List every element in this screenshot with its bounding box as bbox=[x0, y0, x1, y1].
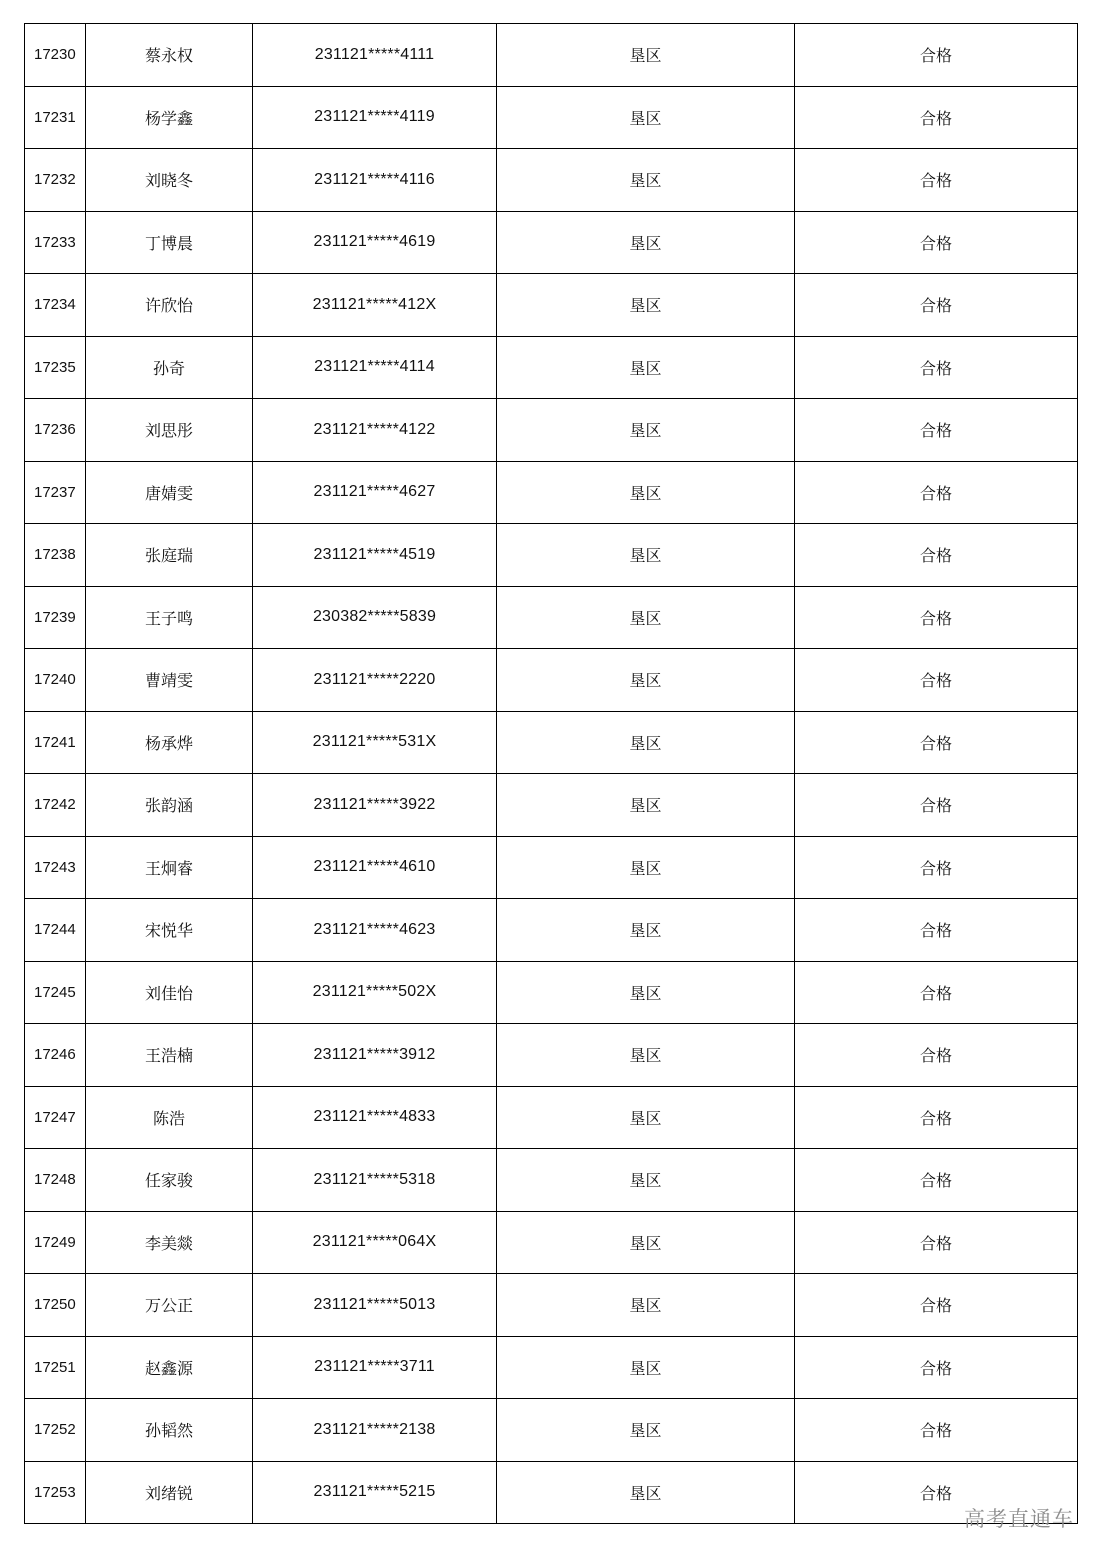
cell-area: 垦区 bbox=[497, 586, 795, 649]
table-row bbox=[25, 399, 1078, 462]
cell-number: 17231 bbox=[25, 86, 86, 149]
cell-number: 17248 bbox=[25, 1149, 86, 1212]
cell-result: 合格 bbox=[795, 86, 1078, 149]
cell-area: 垦区 bbox=[497, 1024, 795, 1087]
cell-name: 刘思彤 bbox=[86, 399, 253, 462]
cell-result: 合格 bbox=[795, 274, 1078, 337]
cell-result: 合格 bbox=[795, 586, 1078, 649]
table-row bbox=[25, 586, 1078, 649]
cell-id-number: 231121*****4116 bbox=[253, 149, 497, 212]
cell-id-number: 231121*****4111 bbox=[253, 24, 497, 87]
cell-area: 垦区 bbox=[497, 211, 795, 274]
cell-id-number: 231121*****4119 bbox=[253, 86, 497, 149]
cell-name: 万公正 bbox=[86, 1274, 253, 1337]
cell-number: 17251 bbox=[25, 1336, 86, 1399]
cell-result: 合格 bbox=[795, 1086, 1078, 1149]
cell-number: 17250 bbox=[25, 1274, 86, 1337]
cell-area: 垦区 bbox=[497, 1149, 795, 1212]
cell-number: 17242 bbox=[25, 774, 86, 837]
cell-area: 垦区 bbox=[497, 899, 795, 962]
cell-id-number: 231121*****4610 bbox=[253, 836, 497, 899]
cell-number: 17246 bbox=[25, 1024, 86, 1087]
cell-number: 17241 bbox=[25, 711, 86, 774]
cell-name: 孙奇 bbox=[86, 336, 253, 399]
cell-result: 合格 bbox=[795, 1461, 1078, 1524]
table-row bbox=[25, 24, 1078, 87]
cell-name: 李美燚 bbox=[86, 1211, 253, 1274]
cell-id-number: 231121*****4833 bbox=[253, 1086, 497, 1149]
cell-number: 17240 bbox=[25, 649, 86, 712]
cell-result: 合格 bbox=[795, 711, 1078, 774]
cell-result: 合格 bbox=[795, 461, 1078, 524]
results-table bbox=[24, 23, 1078, 1524]
cell-name: 杨学鑫 bbox=[86, 86, 253, 149]
cell-id-number: 231121*****4114 bbox=[253, 336, 497, 399]
table-row bbox=[25, 149, 1078, 212]
cell-id-number: 230382*****5839 bbox=[253, 586, 497, 649]
cell-result: 合格 bbox=[795, 899, 1078, 962]
table-row bbox=[25, 336, 1078, 399]
cell-area: 垦区 bbox=[497, 649, 795, 712]
cell-id-number: 231121*****2138 bbox=[253, 1399, 497, 1462]
cell-id-number: 231121*****3912 bbox=[253, 1024, 497, 1087]
cell-id-number: 231121*****5215 bbox=[253, 1461, 497, 1524]
cell-name: 任家骏 bbox=[86, 1149, 253, 1212]
cell-area: 垦区 bbox=[497, 1274, 795, 1337]
cell-name: 张韵涵 bbox=[86, 774, 253, 837]
cell-name: 丁博晨 bbox=[86, 211, 253, 274]
cell-number: 17232 bbox=[25, 149, 86, 212]
table-row bbox=[25, 1461, 1078, 1524]
cell-name: 孙韬然 bbox=[86, 1399, 253, 1462]
cell-name: 王子鸣 bbox=[86, 586, 253, 649]
table-row bbox=[25, 1024, 1078, 1087]
table-row bbox=[25, 711, 1078, 774]
table-row bbox=[25, 961, 1078, 1024]
cell-number: 17236 bbox=[25, 399, 86, 462]
table-row bbox=[25, 86, 1078, 149]
cell-area: 垦区 bbox=[497, 86, 795, 149]
cell-number: 17237 bbox=[25, 461, 86, 524]
cell-result: 合格 bbox=[795, 1211, 1078, 1274]
cell-area: 垦区 bbox=[497, 961, 795, 1024]
cell-number: 17249 bbox=[25, 1211, 86, 1274]
results-table-body bbox=[25, 24, 1078, 1524]
cell-id-number: 231121*****4519 bbox=[253, 524, 497, 587]
table-row bbox=[25, 1274, 1078, 1337]
cell-number: 17234 bbox=[25, 274, 86, 337]
table-row bbox=[25, 1086, 1078, 1149]
cell-name: 赵鑫源 bbox=[86, 1336, 253, 1399]
cell-area: 垦区 bbox=[497, 1211, 795, 1274]
cell-id-number: 231121*****5013 bbox=[253, 1274, 497, 1337]
cell-area: 垦区 bbox=[497, 1086, 795, 1149]
cell-result: 合格 bbox=[795, 961, 1078, 1024]
cell-area: 垦区 bbox=[497, 149, 795, 212]
cell-number: 17233 bbox=[25, 211, 86, 274]
cell-name: 曹靖雯 bbox=[86, 649, 253, 712]
cell-id-number: 231121*****3711 bbox=[253, 1336, 497, 1399]
cell-result: 合格 bbox=[795, 1274, 1078, 1337]
cell-area: 垦区 bbox=[497, 836, 795, 899]
table-row bbox=[25, 211, 1078, 274]
cell-name: 蔡永权 bbox=[86, 24, 253, 87]
cell-area: 垦区 bbox=[497, 461, 795, 524]
cell-name: 许欣怡 bbox=[86, 274, 253, 337]
cell-result: 合格 bbox=[795, 1149, 1078, 1212]
cell-number: 17253 bbox=[25, 1461, 86, 1524]
cell-id-number: 231121*****2220 bbox=[253, 649, 497, 712]
table-row bbox=[25, 1399, 1078, 1462]
cell-number: 17230 bbox=[25, 24, 86, 87]
cell-number: 17243 bbox=[25, 836, 86, 899]
table-row bbox=[25, 1336, 1078, 1399]
cell-area: 垦区 bbox=[497, 1461, 795, 1524]
table-row bbox=[25, 836, 1078, 899]
cell-name: 刘绪锐 bbox=[86, 1461, 253, 1524]
cell-result: 合格 bbox=[795, 1336, 1078, 1399]
table-row bbox=[25, 649, 1078, 712]
cell-result: 合格 bbox=[795, 336, 1078, 399]
cell-area: 垦区 bbox=[497, 1336, 795, 1399]
cell-name: 宋悦华 bbox=[86, 899, 253, 962]
cell-id-number: 231121*****4627 bbox=[253, 461, 497, 524]
cell-id-number: 231121*****3922 bbox=[253, 774, 497, 837]
cell-number: 17245 bbox=[25, 961, 86, 1024]
table-row bbox=[25, 1149, 1078, 1212]
cell-area: 垦区 bbox=[497, 336, 795, 399]
cell-name: 王炯睿 bbox=[86, 836, 253, 899]
cell-number: 17235 bbox=[25, 336, 86, 399]
cell-result: 合格 bbox=[795, 649, 1078, 712]
cell-name: 陈浩 bbox=[86, 1086, 253, 1149]
cell-area: 垦区 bbox=[497, 24, 795, 87]
cell-result: 合格 bbox=[795, 1399, 1078, 1462]
cell-result: 合格 bbox=[795, 1024, 1078, 1087]
cell-id-number: 231121*****064X bbox=[253, 1211, 497, 1274]
table-row bbox=[25, 461, 1078, 524]
table-row bbox=[25, 899, 1078, 962]
cell-id-number: 231121*****4122 bbox=[253, 399, 497, 462]
cell-number: 17247 bbox=[25, 1086, 86, 1149]
cell-id-number: 231121*****4623 bbox=[253, 899, 497, 962]
cell-result: 合格 bbox=[795, 24, 1078, 87]
cell-area: 垦区 bbox=[497, 524, 795, 587]
cell-result: 合格 bbox=[795, 524, 1078, 587]
table-row bbox=[25, 1211, 1078, 1274]
table-row bbox=[25, 524, 1078, 587]
table-row bbox=[25, 774, 1078, 837]
cell-name: 刘晓冬 bbox=[86, 149, 253, 212]
cell-area: 垦区 bbox=[497, 1399, 795, 1462]
cell-id-number: 231121*****4619 bbox=[253, 211, 497, 274]
cell-name: 张庭瑞 bbox=[86, 524, 253, 587]
cell-id-number: 231121*****531X bbox=[253, 711, 497, 774]
cell-id-number: 231121*****5318 bbox=[253, 1149, 497, 1212]
cell-name: 杨承烨 bbox=[86, 711, 253, 774]
table-row bbox=[25, 274, 1078, 337]
cell-number: 17244 bbox=[25, 899, 86, 962]
cell-number: 17238 bbox=[25, 524, 86, 587]
cell-area: 垦区 bbox=[497, 711, 795, 774]
cell-area: 垦区 bbox=[497, 399, 795, 462]
cell-name: 王浩楠 bbox=[86, 1024, 253, 1087]
watermark-text: 高考直通车 bbox=[964, 1507, 1074, 1531]
cell-result: 合格 bbox=[795, 836, 1078, 899]
cell-number: 17252 bbox=[25, 1399, 86, 1462]
cell-area: 垦区 bbox=[497, 274, 795, 337]
cell-result: 合格 bbox=[795, 399, 1078, 462]
cell-result: 合格 bbox=[795, 211, 1078, 274]
cell-area: 垦区 bbox=[497, 774, 795, 837]
cell-id-number: 231121*****502X bbox=[253, 961, 497, 1024]
cell-name: 唐婧雯 bbox=[86, 461, 253, 524]
cell-result: 合格 bbox=[795, 149, 1078, 212]
cell-id-number: 231121*****412X bbox=[253, 274, 497, 337]
cell-result: 合格 bbox=[795, 774, 1078, 837]
cell-name: 刘佳怡 bbox=[86, 961, 253, 1024]
cell-number: 17239 bbox=[25, 586, 86, 649]
